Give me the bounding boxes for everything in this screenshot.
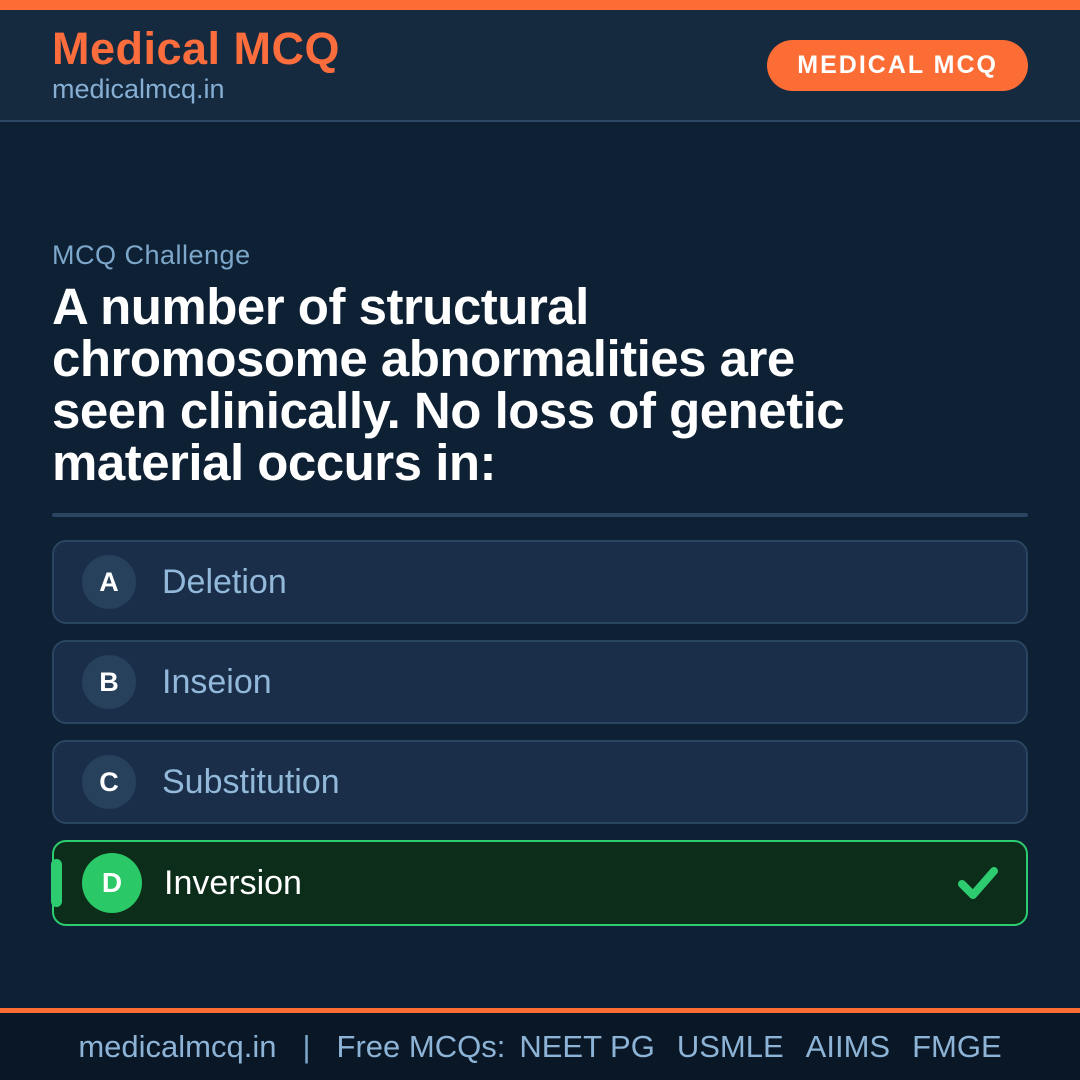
option-d-label: Inversion [164, 863, 302, 902]
quiz-kicker: MCQ Challenge [52, 240, 251, 270]
question-line: material occurs in: [52, 434, 496, 491]
question-line: chromosome abnormalities are [52, 330, 795, 387]
header [0, 10, 1080, 122]
footer-exam-usmle: USMLE [676, 1028, 784, 1064]
question-line: A number of structural [52, 278, 589, 335]
question-divider [52, 513, 1028, 517]
footer [0, 1008, 1080, 1080]
option-d-letter-badge: D [82, 853, 142, 913]
question-line: seen clinically. No loss of genetic [52, 382, 845, 439]
check-icon [958, 866, 998, 900]
options-list [52, 540, 1028, 926]
brand-subtitle: medicalmcq.in [52, 74, 225, 105]
option-c-letter-badge: C [82, 755, 136, 809]
question-text [52, 278, 1028, 491]
option-b-letter-badge: B [82, 655, 136, 709]
quiz-body [0, 240, 1080, 926]
option-d-correct[interactable] [52, 840, 1028, 926]
option-c-label: Substitution [162, 762, 340, 801]
footer-separator: | [302, 1028, 311, 1064]
option-c[interactable] [52, 740, 1028, 824]
brand-badge: MEDICAL MCQ [767, 40, 1028, 91]
option-a-label: Deletion [162, 562, 287, 601]
option-b-label: Inseion [162, 662, 272, 701]
brand-title: Medical MCQ [52, 22, 341, 74]
footer-site: medicalmcq.in [78, 1028, 277, 1064]
footer-exam-aiims: AIIMS [805, 1028, 891, 1064]
correct-accent-bar [51, 859, 62, 907]
brand-block [52, 22, 341, 105]
option-b[interactable] [52, 640, 1028, 724]
footer-exam-fmge: FMGE [912, 1028, 1002, 1064]
footer-tagline: Free MCQs: [336, 1028, 506, 1064]
option-a[interactable] [52, 540, 1028, 624]
option-a-letter-badge: A [82, 555, 136, 609]
footer-exam-neetpg: NEET PG [519, 1028, 655, 1064]
top-accent-bar [0, 0, 1080, 10]
